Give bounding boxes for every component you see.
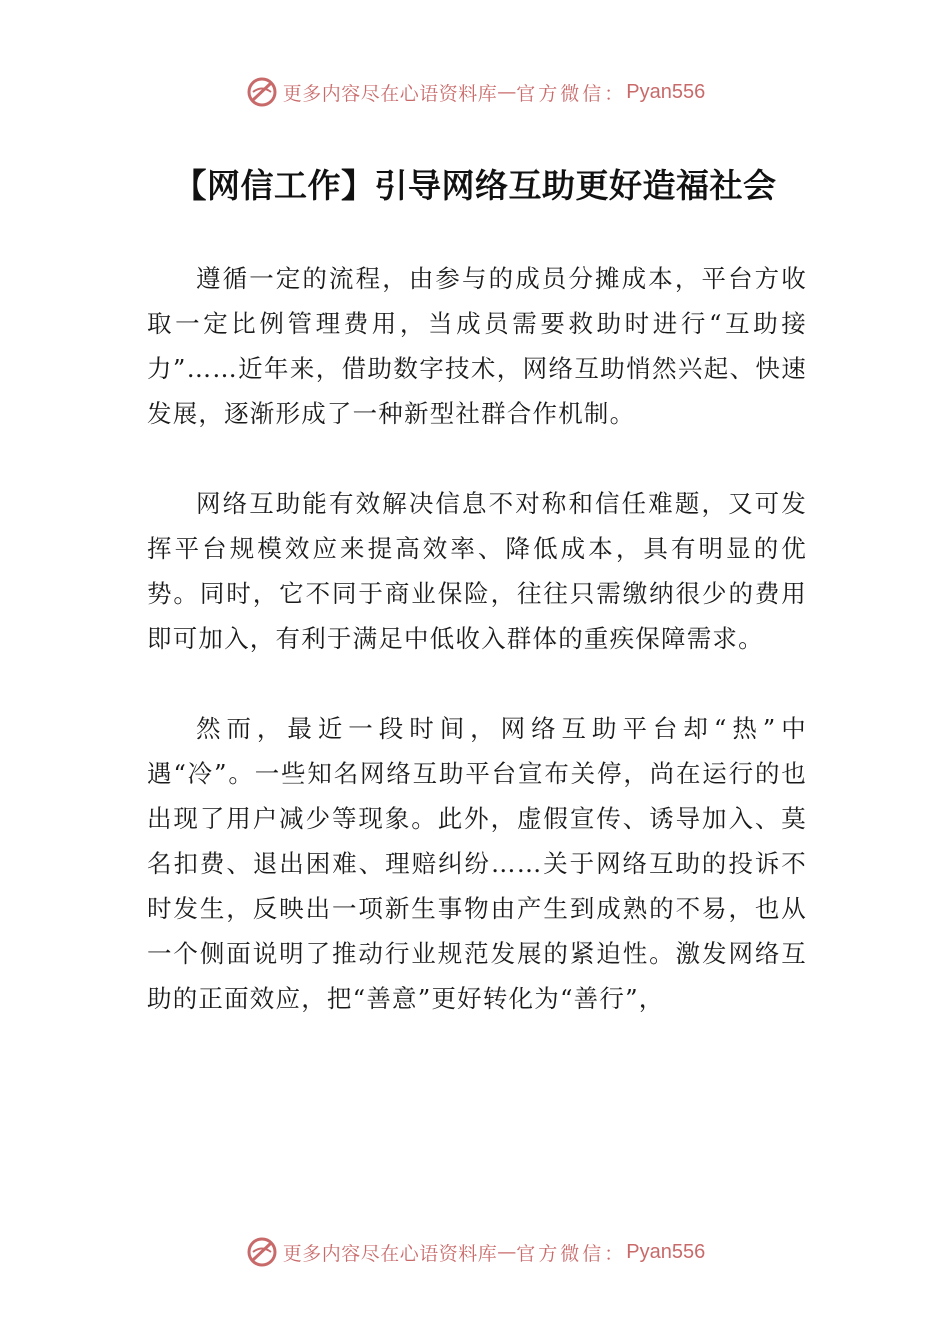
banner-separator: — <box>497 1241 517 1263</box>
paragraph: 然而，最近一段时间，网络互助平台却“热”中遇“冷”。一些知名网络互助平台宣布关停，尚在运行的也出现了用户减少等现象。此外，虚假宣传、诱导加入、莫名扣费、退出困难、理赔纠纷……关于网络互助的投诉不时发生，反映出一项新生事物由产生到成熟的不易，也从一个侧面说明了推动行业规范发展的紧迫性。激发网络互助的正面效应，把“善意”更好转化为“善行”， <box>147 714 807 1013</box>
paragraph: 网络互助能有效解决信息不对称和信任难题，又可发挥平台规模效应来提高效率、降低成本，具有明显的优势。同时，它不同于商业保险，往往只需缴纳很少的费用即可加入，有利于满足中低收入群体的重疾保障需求。 <box>147 489 807 653</box>
banner-wechat-label: 官方微信： <box>516 82 627 105</box>
logo-icon <box>245 1235 279 1269</box>
footer-banner <box>0 1232 950 1272</box>
document-body <box>147 256 807 1066</box>
banner-wechat-id: Pyan556 <box>626 80 706 103</box>
banner-text: 更多内容尽在心语资料库 <box>282 1242 498 1265</box>
paragraph: 遵循一定的流程，由参与的成员分摊成本，平台方收取一定比例管理费用，当成员需要救助时进行“互助接力”……近年来，借助数字技术，网络互助悄然兴起、快速发展，逐渐形成了一种新型社群合作机制。 <box>147 264 807 428</box>
banner-wechat-label: 官方微信： <box>516 1242 627 1265</box>
logo-icon <box>245 75 279 109</box>
header-banner <box>0 72 950 112</box>
banner-separator: — <box>497 81 517 103</box>
document-title: 【网信工作】引导网络互助更好造福社会 <box>173 166 777 205</box>
banner-text: 更多内容尽在心语资料库 <box>282 82 498 105</box>
banner-wechat-id: Pyan556 <box>626 1240 706 1263</box>
